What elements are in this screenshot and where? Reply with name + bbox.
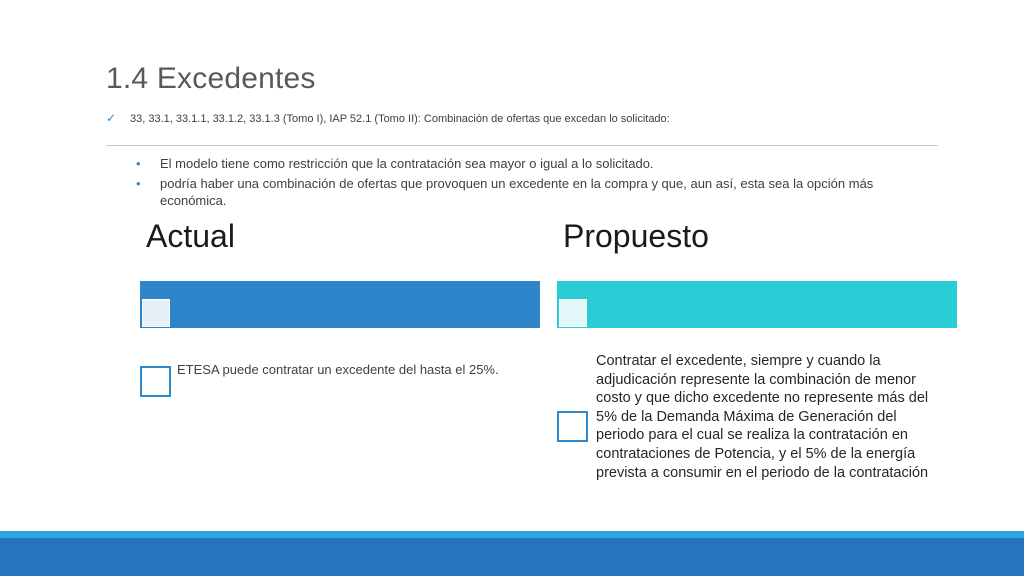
- actual-heading: Actual: [146, 218, 235, 254]
- list-item: [136, 175, 926, 209]
- actual-checkbox[interactable]: [140, 366, 171, 397]
- reference-text: 33, 33.1, 33.1.1, 33.1.2, 33.1.3 (Tomo I), IAP 52.1 (Tomo II): Combinación de ofertas que excedan lo solicitado:: [130, 113, 670, 125]
- bullet-list: [136, 155, 926, 212]
- propuesto-heading: Propuesto: [563, 218, 709, 254]
- slide-title: 1.4 Excedentes: [106, 62, 316, 95]
- propuesto-header-bar: [557, 281, 957, 328]
- bullet-dot-icon: •: [136, 176, 141, 191]
- actual-item-text: ETESA puede contratar un excedente del hasta el 25%.: [177, 362, 499, 377]
- checkmark-icon: ✓: [106, 111, 117, 125]
- bullet-dot-icon: •: [136, 156, 141, 171]
- divider: [106, 145, 938, 146]
- reference-line: [106, 111, 670, 125]
- footer-stripe-light: [0, 531, 1024, 538]
- footer-band: [0, 538, 1024, 576]
- actual-header-bar: [140, 281, 540, 328]
- propuesto-item-text: Contratar el excedente, siempre y cuando la adjudicación represente la combinación de menor costo y que dicho excedente no represente más del 5% de la Demanda Máxima de Generación del periodo para el cual se realiza la contratación en contrataciones de Potencia, y el 5% de la energía prevista a consumir en el periodo de la contratación: [596, 353, 929, 481]
- actual-bar-square: [142, 299, 170, 327]
- list-item: [136, 155, 926, 172]
- propuesto-bar-square: [559, 299, 587, 327]
- propuesto-checkbox[interactable]: [557, 411, 588, 442]
- bullet-text: podría haber una combinación de ofertas que provoquen un excedente en la compra y que, aun así, esta sea la opción más económica.: [160, 176, 874, 208]
- bullet-text: El modelo tiene como restricción que la contratación sea mayor o igual a lo solicitado.: [160, 156, 654, 171]
